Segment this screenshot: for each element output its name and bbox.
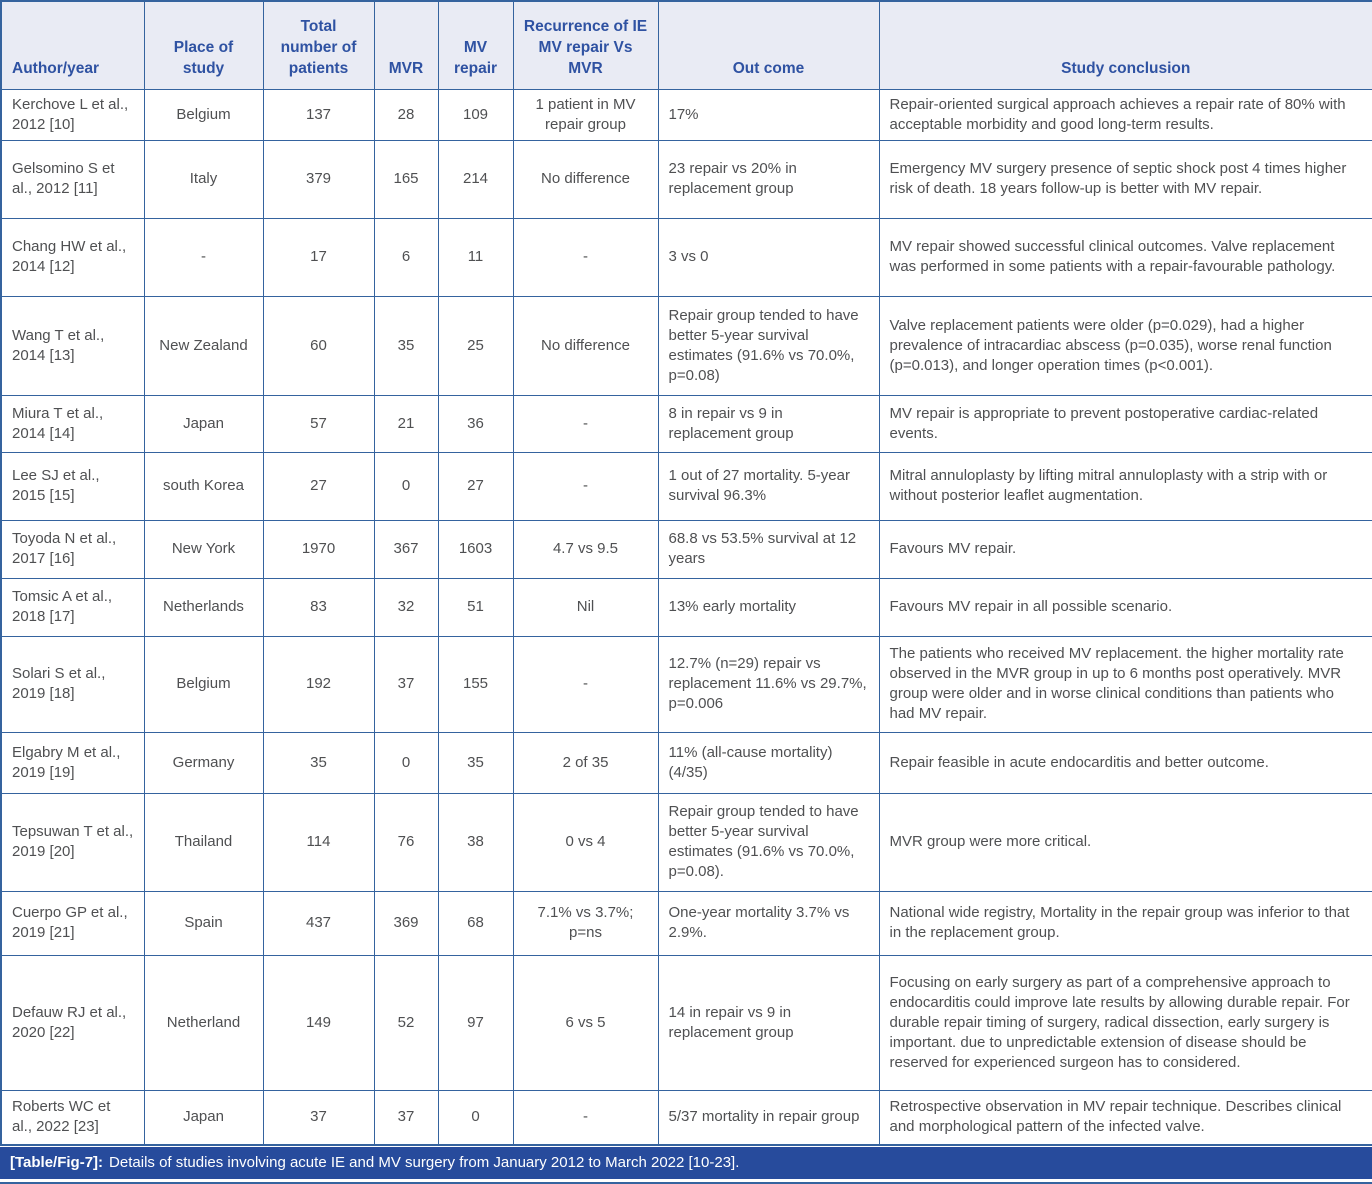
table-cell: 0 bbox=[374, 732, 438, 793]
table-cell: Spain bbox=[144, 891, 263, 955]
table-cell: Cuerpo GP et al., 2019 [21] bbox=[1, 891, 144, 955]
table-cell: 1970 bbox=[263, 520, 374, 578]
table-cell: Belgium bbox=[144, 636, 263, 732]
table-cell: Nil bbox=[513, 578, 658, 636]
table-cell: 57 bbox=[263, 395, 374, 452]
table-cell: 38 bbox=[438, 793, 513, 891]
table-cell: 37 bbox=[374, 1090, 438, 1145]
table-cell: One-year mortality 3.7% vs 2.9%. bbox=[658, 891, 879, 955]
table-cell: 3 vs 0 bbox=[658, 218, 879, 296]
table-cell: 23 repair vs 20% in replacement group bbox=[658, 140, 879, 218]
table-cell: 149 bbox=[263, 955, 374, 1090]
table-cell: Chang HW et al., 2014 [12] bbox=[1, 218, 144, 296]
table-cell: - bbox=[513, 395, 658, 452]
table-cell: 25 bbox=[438, 296, 513, 395]
table-cell: 11 bbox=[438, 218, 513, 296]
table-cell: 37 bbox=[263, 1090, 374, 1145]
table-row bbox=[1, 1090, 1372, 1145]
table-cell: Netherlands bbox=[144, 578, 263, 636]
table-cell: New Zealand bbox=[144, 296, 263, 395]
table-cell: Repair feasible in acute endocarditis and better outcome. bbox=[879, 732, 1372, 793]
table-cell: 437 bbox=[263, 891, 374, 955]
table-cell: Emergency MV surgery presence of septic shock post 4 times higher risk of death. 18 years follow-up is better with MV repair. bbox=[879, 140, 1372, 218]
table-cell: 60 bbox=[263, 296, 374, 395]
column-header: Study conclusion bbox=[879, 1, 1372, 89]
table-row bbox=[1, 578, 1372, 636]
table-cell: 367 bbox=[374, 520, 438, 578]
table-cell: 27 bbox=[438, 452, 513, 520]
table-row bbox=[1, 793, 1372, 891]
table-cell: 51 bbox=[438, 578, 513, 636]
table-caption bbox=[0, 1147, 1372, 1179]
table-cell: 17 bbox=[263, 218, 374, 296]
table-cell: - bbox=[144, 218, 263, 296]
caption-text: Details of studies involving acute IE and MV surgery from January 2012 to March 2022 [10-23]. bbox=[109, 1154, 740, 1171]
table-cell: 7.1% vs 3.7%; p=ns bbox=[513, 891, 658, 955]
table-cell: Lee SJ et al., 2015 [15] bbox=[1, 452, 144, 520]
column-header: MVR bbox=[374, 1, 438, 89]
table-cell: 13% early mortality bbox=[658, 578, 879, 636]
table-cell: 12.7% (n=29) repair vs replacement 11.6% vs 29.7%, p=0.006 bbox=[658, 636, 879, 732]
table-cell: Thailand bbox=[144, 793, 263, 891]
table-cell: 0 bbox=[374, 452, 438, 520]
table-cell: Repair group tended to have better 5-year survival estimates (91.6% vs 70.0%, p=0.08) bbox=[658, 296, 879, 395]
column-header: Out come bbox=[658, 1, 879, 89]
table-cell: 114 bbox=[263, 793, 374, 891]
table-cell: 5/37 mortality in repair group bbox=[658, 1090, 879, 1145]
table-cell: 379 bbox=[263, 140, 374, 218]
column-header: Total number of patients bbox=[263, 1, 374, 89]
table-cell: 165 bbox=[374, 140, 438, 218]
table-cell: 6 vs 5 bbox=[513, 955, 658, 1090]
table-cell: 32 bbox=[374, 578, 438, 636]
table-cell: No difference bbox=[513, 296, 658, 395]
table-cell: 155 bbox=[438, 636, 513, 732]
table-cell: Tepsuwan T et al., 2019 [20] bbox=[1, 793, 144, 891]
table-row bbox=[1, 296, 1372, 395]
table-cell: Focusing on early surgery as part of a comprehensive approach to endocarditis could improve late results by allowing durable repair. For durable repair timing of surgery, radical dissection, early surgery is important. due to unpredictable extension of disease should be reserved for experienced surgeon has to considered. bbox=[879, 955, 1372, 1090]
table-cell: Mitral annuloplasty by lifting mitral annuloplasty with a strip with or without posterior leaflet augmentation. bbox=[879, 452, 1372, 520]
table-cell: Japan bbox=[144, 395, 263, 452]
table-cell: 2 of 35 bbox=[513, 732, 658, 793]
table-cell: Miura T et al., 2014 [14] bbox=[1, 395, 144, 452]
table-row bbox=[1, 452, 1372, 520]
table-cell: The patients who received MV replacement. the higher mortality rate observed in the MVR group in up to 6 months post operatively. MVR group were older and in worse clinical conditions than patients who had MV repair. bbox=[879, 636, 1372, 732]
table-cell: 0 bbox=[438, 1090, 513, 1145]
table-cell: National wide registry, Mortality in the repair group was inferior to that in the replacement group. bbox=[879, 891, 1372, 955]
table-cell: south Korea bbox=[144, 452, 263, 520]
header-row bbox=[1, 1, 1372, 89]
table-cell: - bbox=[513, 452, 658, 520]
table-cell: 17% bbox=[658, 89, 879, 140]
table-cell: Defauw RJ et al., 2020 [22] bbox=[1, 955, 144, 1090]
table-row bbox=[1, 732, 1372, 793]
table-cell: 11% (all-cause mortality) (4/35) bbox=[658, 732, 879, 793]
table-cell: 35 bbox=[438, 732, 513, 793]
table-row bbox=[1, 218, 1372, 296]
table-cell: 37 bbox=[374, 636, 438, 732]
table-row bbox=[1, 955, 1372, 1090]
table-cell: - bbox=[513, 636, 658, 732]
table-cell: Valve replacement patients were older (p=0.029), had a higher prevalence of intracardiac abscess (p=0.035), worse renal function (p=0.013), and longer operation times (p<0.001). bbox=[879, 296, 1372, 395]
table-cell: 35 bbox=[374, 296, 438, 395]
table-cell: 14 in repair vs 9 in replacement group bbox=[658, 955, 879, 1090]
table-cell: 0 vs 4 bbox=[513, 793, 658, 891]
table-cell: 35 bbox=[263, 732, 374, 793]
table-cell: 97 bbox=[438, 955, 513, 1090]
table-cell: Netherland bbox=[144, 955, 263, 1090]
column-header: Author/year bbox=[1, 1, 144, 89]
table-cell: Toyoda N et al., 2017 [16] bbox=[1, 520, 144, 578]
table-cell: Favours MV repair in all possible scenario. bbox=[879, 578, 1372, 636]
column-header: Recurrence of IE MV repair Vs MVR bbox=[513, 1, 658, 89]
table-cell: No difference bbox=[513, 140, 658, 218]
table-row bbox=[1, 89, 1372, 140]
table-cell: 1 out of 27 mortality. 5-year survival 96.3% bbox=[658, 452, 879, 520]
table-cell: Roberts WC et al., 2022 [23] bbox=[1, 1090, 144, 1145]
table-cell: 52 bbox=[374, 955, 438, 1090]
table-cell: MVR group were more critical. bbox=[879, 793, 1372, 891]
table-row bbox=[1, 520, 1372, 578]
table-cell: Italy bbox=[144, 140, 263, 218]
table-cell: 68 bbox=[438, 891, 513, 955]
table-cell: 109 bbox=[438, 89, 513, 140]
table-cell: Favours MV repair. bbox=[879, 520, 1372, 578]
column-header: MV repair bbox=[438, 1, 513, 89]
table-cell: 68.8 vs 53.5% survival at 12 years bbox=[658, 520, 879, 578]
table-cell: Elgabry M et al., 2019 [19] bbox=[1, 732, 144, 793]
table-cell: New York bbox=[144, 520, 263, 578]
table-cell: Gelsomino S et al., 2012 [11] bbox=[1, 140, 144, 218]
table-cell: Tomsic A et al., 2018 [17] bbox=[1, 578, 144, 636]
table-cell: 28 bbox=[374, 89, 438, 140]
column-header: Place of study bbox=[144, 1, 263, 89]
table-cell: - bbox=[513, 218, 658, 296]
table-cell: Japan bbox=[144, 1090, 263, 1145]
table-cell: 21 bbox=[374, 395, 438, 452]
table-row bbox=[1, 636, 1372, 732]
table-cell: 4.7 vs 9.5 bbox=[513, 520, 658, 578]
table-cell: Kerchove L et al., 2012 [10] bbox=[1, 89, 144, 140]
table-body bbox=[1, 89, 1372, 1145]
table-cell: Wang T et al., 2014 [13] bbox=[1, 296, 144, 395]
table-cell: 76 bbox=[374, 793, 438, 891]
table-cell: - bbox=[513, 1090, 658, 1145]
table-cell: 1 patient in MV repair group bbox=[513, 89, 658, 140]
table-cell: 8 in repair vs 9 in replacement group bbox=[658, 395, 879, 452]
table-cell: Repair group tended to have better 5-year survival estimates (91.6% vs 70.0%, p=0.08). bbox=[658, 793, 879, 891]
table-cell: 369 bbox=[374, 891, 438, 955]
table-row bbox=[1, 891, 1372, 955]
table-cell: MV repair showed successful clinical outcomes. Valve replacement was performed in some patients with a repair-favourable pathology. bbox=[879, 218, 1372, 296]
table-cell: Repair-oriented surgical approach achieves a repair rate of 80% with acceptable morbidity and good long-term results. bbox=[879, 89, 1372, 140]
table-cell: Solari S et al., 2019 [18] bbox=[1, 636, 144, 732]
table-cell: 36 bbox=[438, 395, 513, 452]
table-cell: 6 bbox=[374, 218, 438, 296]
table-cell: Germany bbox=[144, 732, 263, 793]
table-cell: MV repair is appropriate to prevent postoperative cardiac-related events. bbox=[879, 395, 1372, 452]
table-cell: 27 bbox=[263, 452, 374, 520]
table-cell: 83 bbox=[263, 578, 374, 636]
caption-label: [Table/Fig-7]: bbox=[10, 1154, 104, 1171]
table-row bbox=[1, 395, 1372, 452]
table-cell: 137 bbox=[263, 89, 374, 140]
table-cell: Belgium bbox=[144, 89, 263, 140]
table-row bbox=[1, 140, 1372, 218]
table-cell: 214 bbox=[438, 140, 513, 218]
table-cell: 192 bbox=[263, 636, 374, 732]
table-cell: 1603 bbox=[438, 520, 513, 578]
table-cell: Retrospective observation in MV repair technique. Describes clinical and morphological pattern of the infected valve. bbox=[879, 1090, 1372, 1145]
